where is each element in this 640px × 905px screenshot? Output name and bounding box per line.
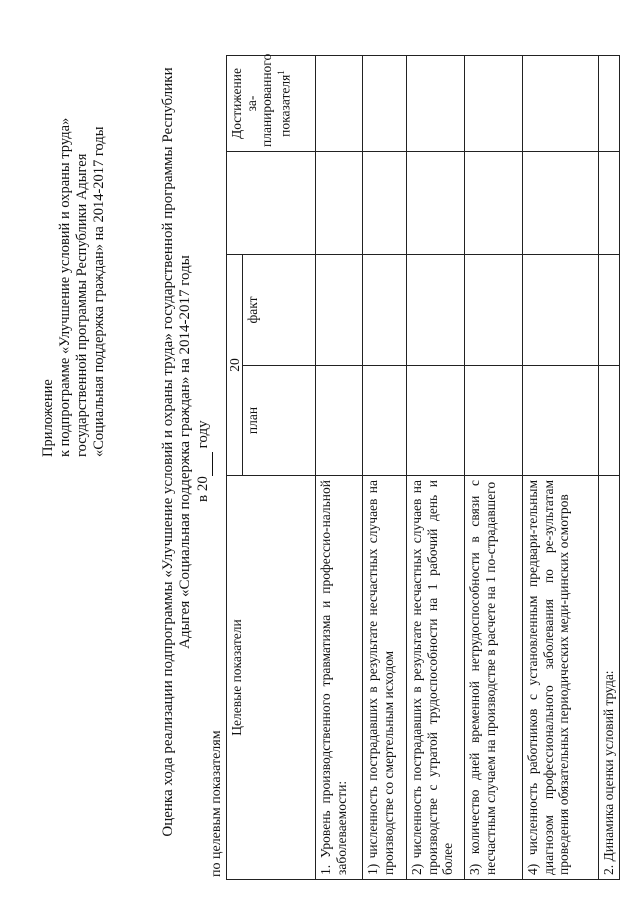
period-suffix: году: [195, 420, 211, 449]
empty-cell: [465, 152, 523, 255]
fact-cell: [316, 255, 363, 366]
period-prefix: в 20: [195, 476, 211, 502]
achievement-cell: [407, 56, 465, 152]
achievement-cell: [599, 56, 620, 152]
indicator-cell: 2) численность пострадавших в результате несчастных случаев на производстве с утратой трудоспособности на 1 рабочий день и более: [407, 476, 465, 880]
fact-cell: [407, 255, 465, 366]
fact-cell: [599, 255, 620, 366]
indicator-cell: 2. Динамика оценки условий труда:: [599, 476, 620, 880]
fact-cell: [523, 255, 599, 366]
table-row: [407, 56, 465, 880]
indicator-cell: 1. Уровень производственного травматизма и профессио-нальной заболеваемости:: [316, 476, 363, 880]
table-row: [316, 56, 363, 880]
title-line-2: Адыгея «Социальная поддержка граждан» на 2014-2017 годы: [177, 255, 193, 649]
achievement-cell: [465, 56, 523, 152]
achievement-cell: [316, 56, 363, 152]
empty-cell: [599, 152, 620, 255]
indicator-cell: 3) количество дней временной нетрудоспособности в связи с несчастным случаем на производстве в расчете на 1 по-страдавшего: [465, 476, 523, 880]
plan-cell: [363, 366, 407, 476]
subtitle: по целевым показателям: [209, 730, 224, 877]
indicator-cell: 1) численность пострадавших в результате несчастных случаев на производстве со смертельным исходом: [363, 476, 407, 880]
appendix-header: [40, 37, 108, 457]
table-row: [465, 56, 523, 880]
report-period: [195, 420, 213, 502]
empty-cell: [523, 152, 599, 255]
title-line-1: Оценка хода реализации подпрограммы «Улучшение условий и охраны труда» государственной программы Республики: [160, 67, 176, 837]
document-page: [22, 22, 622, 882]
plan-cell: [465, 366, 523, 476]
table-row: [363, 56, 407, 880]
header-fact: факт: [243, 255, 316, 366]
appendix-line: к подпрограмме «Улучшение условий и охраны труда»: [57, 117, 73, 457]
table-row: [599, 56, 620, 880]
appendix-line: государственной программы Республики Адыгея: [74, 153, 90, 457]
empty-cell: [407, 152, 465, 255]
appendix-line: «Социальная поддержка граждан» на 2014-2017 годы: [91, 126, 107, 457]
header-achievement-text: Достижение за-планированного показателя: [229, 53, 293, 147]
header-achievement: [227, 53, 316, 152]
achievement-cell: [523, 56, 599, 152]
year-blank-line: [195, 452, 213, 476]
plan-cell: [316, 366, 363, 476]
achievement-cell: [363, 56, 407, 152]
header-achievement-spacer: [227, 152, 316, 255]
header-plan: план: [243, 366, 316, 476]
plan-cell: [599, 366, 620, 476]
indicators-table: [226, 55, 620, 880]
header-year: 20: [227, 255, 243, 476]
empty-cell: [363, 152, 407, 255]
header-indicators: Целевые показатели: [227, 476, 316, 880]
indicator-cell: 4) численность работников с установленным предвари-тельным диагнозом профессионального заболевания по ре-зультатам проведения обязательных периодических меди-цинских осмотров: [523, 476, 599, 880]
table-header-row: [227, 56, 243, 880]
fact-cell: [363, 255, 407, 366]
document-title: [160, 27, 194, 877]
plan-cell: [407, 366, 465, 476]
empty-cell: [316, 152, 363, 255]
fact-cell: [465, 255, 523, 366]
footnote-mark: 1: [276, 70, 286, 75]
plan-cell: [523, 366, 599, 476]
table-row: [523, 56, 599, 880]
appendix-line: Приложение: [40, 379, 56, 457]
